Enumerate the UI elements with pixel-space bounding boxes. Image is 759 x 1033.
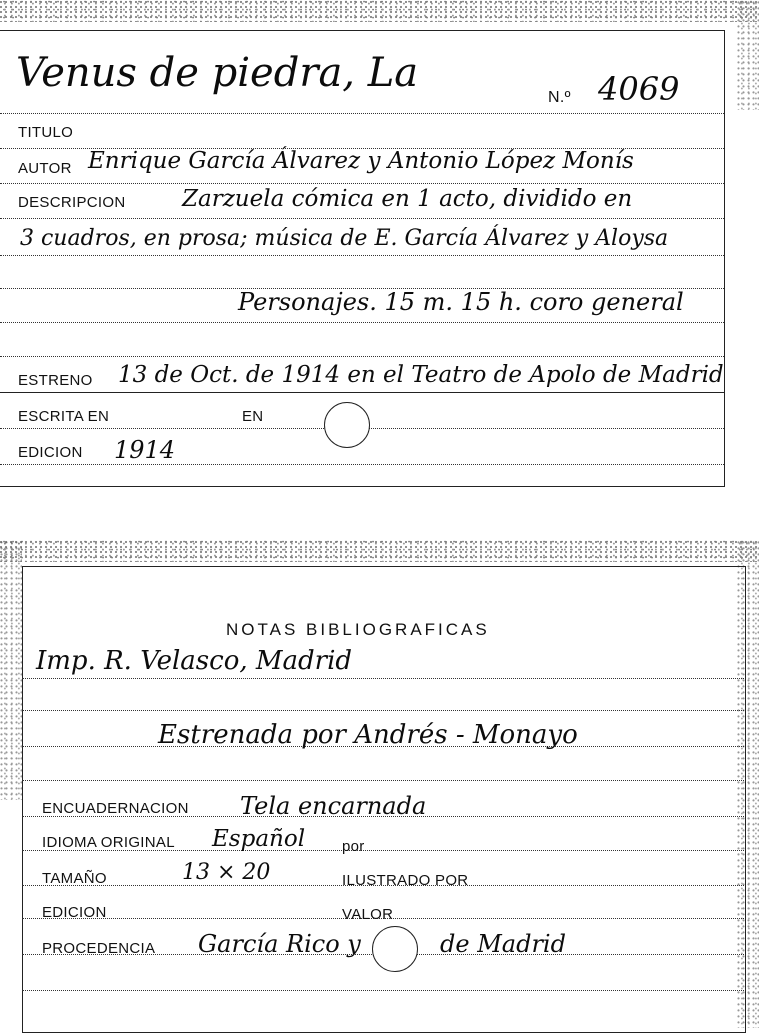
ilustrado-por-label: ILUSTRADO POR [342,872,469,889]
ruled-line [22,678,744,679]
encuadernacion-label: ENCUADERNACION [42,800,189,817]
ruled-line [0,392,724,393]
notas-bibliograficas-heading: NOTAS BIBLIOGRAFICAS [226,620,490,639]
card-edge-texture [0,540,22,800]
ruled-line [0,322,724,323]
catalog-number-value: 4069 [598,70,680,108]
descripcion-value-line2: 3 cuadros, en prosa; música de E. García Álvarez y Aloysa [20,226,669,251]
en-label: EN [242,408,264,425]
ruled-line [0,218,724,219]
catalog-card-back [0,540,759,1028]
valor-label: VALOR [342,906,394,923]
card-edge-texture [0,0,759,22]
personajes-value: Personajes. 15 m. 15 h. coro general [238,288,684,316]
procedencia-label: PROCEDENCIA [42,940,156,957]
autor-label: AUTOR [18,160,72,177]
ruled-line [22,990,744,991]
edicion-label: EDICION [42,904,107,921]
ruled-line [0,183,724,184]
descripcion-value-line1: Zarzuela cómica en 1 acto, dividido en [182,186,633,212]
punch-hole [372,926,418,972]
number-label: N.º [548,89,571,106]
estreno-value: 13 de Oct. de 1914 en el Teatro de Apolo de Madrid [118,362,724,388]
tamano-label: TAMAÑO [42,870,107,887]
autor-value: Enrique García Álvarez y Antonio López Monís [88,148,634,174]
titulo-label: TITULO [18,124,74,141]
estreno-label: ESTRENO [18,372,93,389]
idioma-original-value: Español [212,826,306,852]
catalog-card-front [0,0,759,494]
encuadernacion-value: Tela encarnada [240,792,427,820]
punch-hole [324,402,370,448]
title-value: Venus de piedra, La [16,50,419,96]
ruled-line [0,464,724,465]
ruled-line [0,356,724,357]
procedencia-value: García Rico y [198,930,361,958]
procedencia-value-city: de Madrid [440,930,566,958]
descripcion-label: DESCRIPCION [18,194,126,211]
edicion-value: 1914 [114,436,176,464]
edicion-label: EDICION [18,444,83,461]
card-edge-texture [0,540,759,562]
ruled-line [22,780,744,781]
idioma-original-label: IDIOMA ORIGINAL [42,834,175,851]
escrita-en-label: ESCRITA EN [18,408,110,425]
card-edge-texture [737,0,759,110]
ruled-line [22,710,744,711]
tamano-value: 13 × 20 [182,860,271,885]
printer-note: Imp. R. Velasco, Madrid [36,646,353,676]
ruled-line [0,255,724,256]
ruled-line [0,113,724,114]
por-label: por [342,838,365,855]
premiere-cast-note: Estrenada por Andrés - Monayo [158,720,578,750]
